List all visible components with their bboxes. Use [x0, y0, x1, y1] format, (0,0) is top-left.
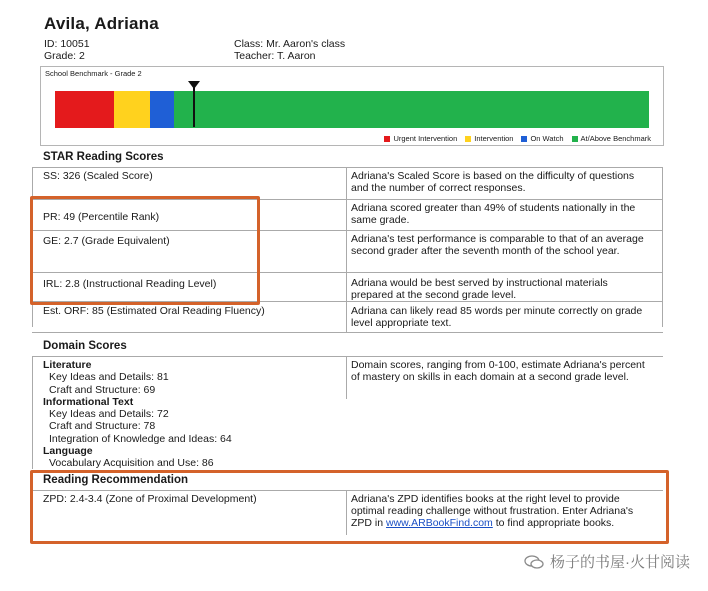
domain-score-item: Vocabulary Acquisition and Use: 86 — [49, 457, 214, 469]
legend-label: On Watch — [530, 134, 564, 143]
student-grade: Grade: 2 — [44, 50, 85, 62]
watermark — [524, 551, 690, 572]
highlight-box-recommendation — [30, 470, 669, 544]
score-description: Adriana scored greater than 49% of students nationally in the same grade. — [351, 202, 636, 226]
domain-score-item: Key Ideas and Details: 81 — [49, 371, 169, 384]
benchmark-band-at-above-benchmark — [174, 91, 649, 128]
legend-item — [384, 134, 457, 143]
domain-scores-heading: Domain Scores — [32, 337, 663, 357]
benchmark-legend — [384, 134, 651, 143]
domain-description: Domain scores, ranging from 0-100, estimate Adriana's percent of mastery on skills in each domain at a second grade level. — [351, 359, 645, 383]
benchmark-band-on-watch — [150, 91, 174, 128]
student-name: Avila, Adriana — [44, 14, 159, 33]
highlight-box-scores — [30, 196, 260, 305]
reading-recommendation-heading: Reading Recommendation — [32, 471, 663, 491]
watermark-text: 杨子的书屋·火甘阅读 — [550, 554, 690, 571]
domain-score-item: Key Ideas and Details: 72 — [49, 408, 169, 421]
legend-item — [465, 134, 513, 143]
legend-swatch — [465, 136, 471, 142]
score-description: Adriana can likely read 85 words per minute correctly on grade level appropriate text. — [351, 305, 643, 329]
domain-score-item: Craft and Structure: 69 — [49, 383, 156, 396]
domain-score-item: Integration of Knowledge and Ideas: 64 — [49, 432, 232, 445]
chat-bubble-icon — [524, 555, 544, 569]
domain-group-title: Literature — [43, 359, 92, 371]
teacher-name: Teacher: T. Aaron — [234, 50, 316, 62]
benchmark-band-intervention — [114, 91, 150, 128]
legend-label: Intervention — [474, 134, 514, 143]
benchmark-chart — [40, 66, 664, 146]
table-row — [32, 302, 663, 333]
score-label: GE: 2.7 (Grade Equivalent) — [43, 235, 170, 247]
score-label: PR: 49 (Percentile Rank) — [43, 211, 160, 223]
domain-score-item: Craft and Structure: 78 — [49, 420, 156, 433]
domain-list — [43, 359, 232, 469]
legend-item — [521, 134, 563, 143]
domain-group-title: Language — [43, 445, 93, 458]
score-label: Est. ORF: 85 (Estimated Oral Reading Fluency) — [43, 305, 265, 317]
domain-group-title: Informational Text — [43, 395, 134, 408]
legend-swatch — [521, 136, 527, 142]
benchmark-title: School Benchmark - Grade 2 — [45, 69, 142, 78]
legend-label: At/Above Benchmark — [580, 134, 651, 143]
star-scores-heading: STAR Reading Scores — [32, 148, 663, 168]
score-description: Adriana's Scaled Score is based on the difficulty of questions and the number of correct responses. — [351, 170, 635, 194]
student-id: ID: 10051 — [44, 38, 90, 50]
score-label: SS: 326 (Scaled Score) — [43, 170, 153, 182]
score-marker-line — [193, 86, 195, 127]
legend-swatch — [572, 136, 578, 142]
legend-item — [572, 134, 651, 143]
benchmark-band-urgent-intervention — [55, 91, 114, 128]
class-name: Class: Mr. Aaron's class — [234, 38, 346, 50]
legend-label: Urgent Intervention — [393, 134, 458, 143]
score-label: IRL: 2.8 (Instructional Reading Level) — [43, 278, 217, 290]
zpd-label: ZPD: 2.4-3.4 (Zone of Proximal Development) — [43, 493, 257, 505]
score-description: Adriana would be best served by instructional materials prepared at the second grade level. — [351, 277, 608, 301]
domain-scores-section — [32, 337, 663, 469]
legend-swatch — [384, 136, 390, 142]
score-description: Adriana's test performance is comparable to that of an average second grader after the seventh month of the school year. — [351, 233, 644, 257]
arbookfind-link[interactable]: www.ARBookFind.com — [386, 517, 493, 529]
zpd-description: Adriana's ZPD identifies books at the right level to provide optimal reading challenge without frustration. Enter Adriana's ZPD in www.ARBookFind.com to find appropriate books. — [351, 493, 634, 529]
